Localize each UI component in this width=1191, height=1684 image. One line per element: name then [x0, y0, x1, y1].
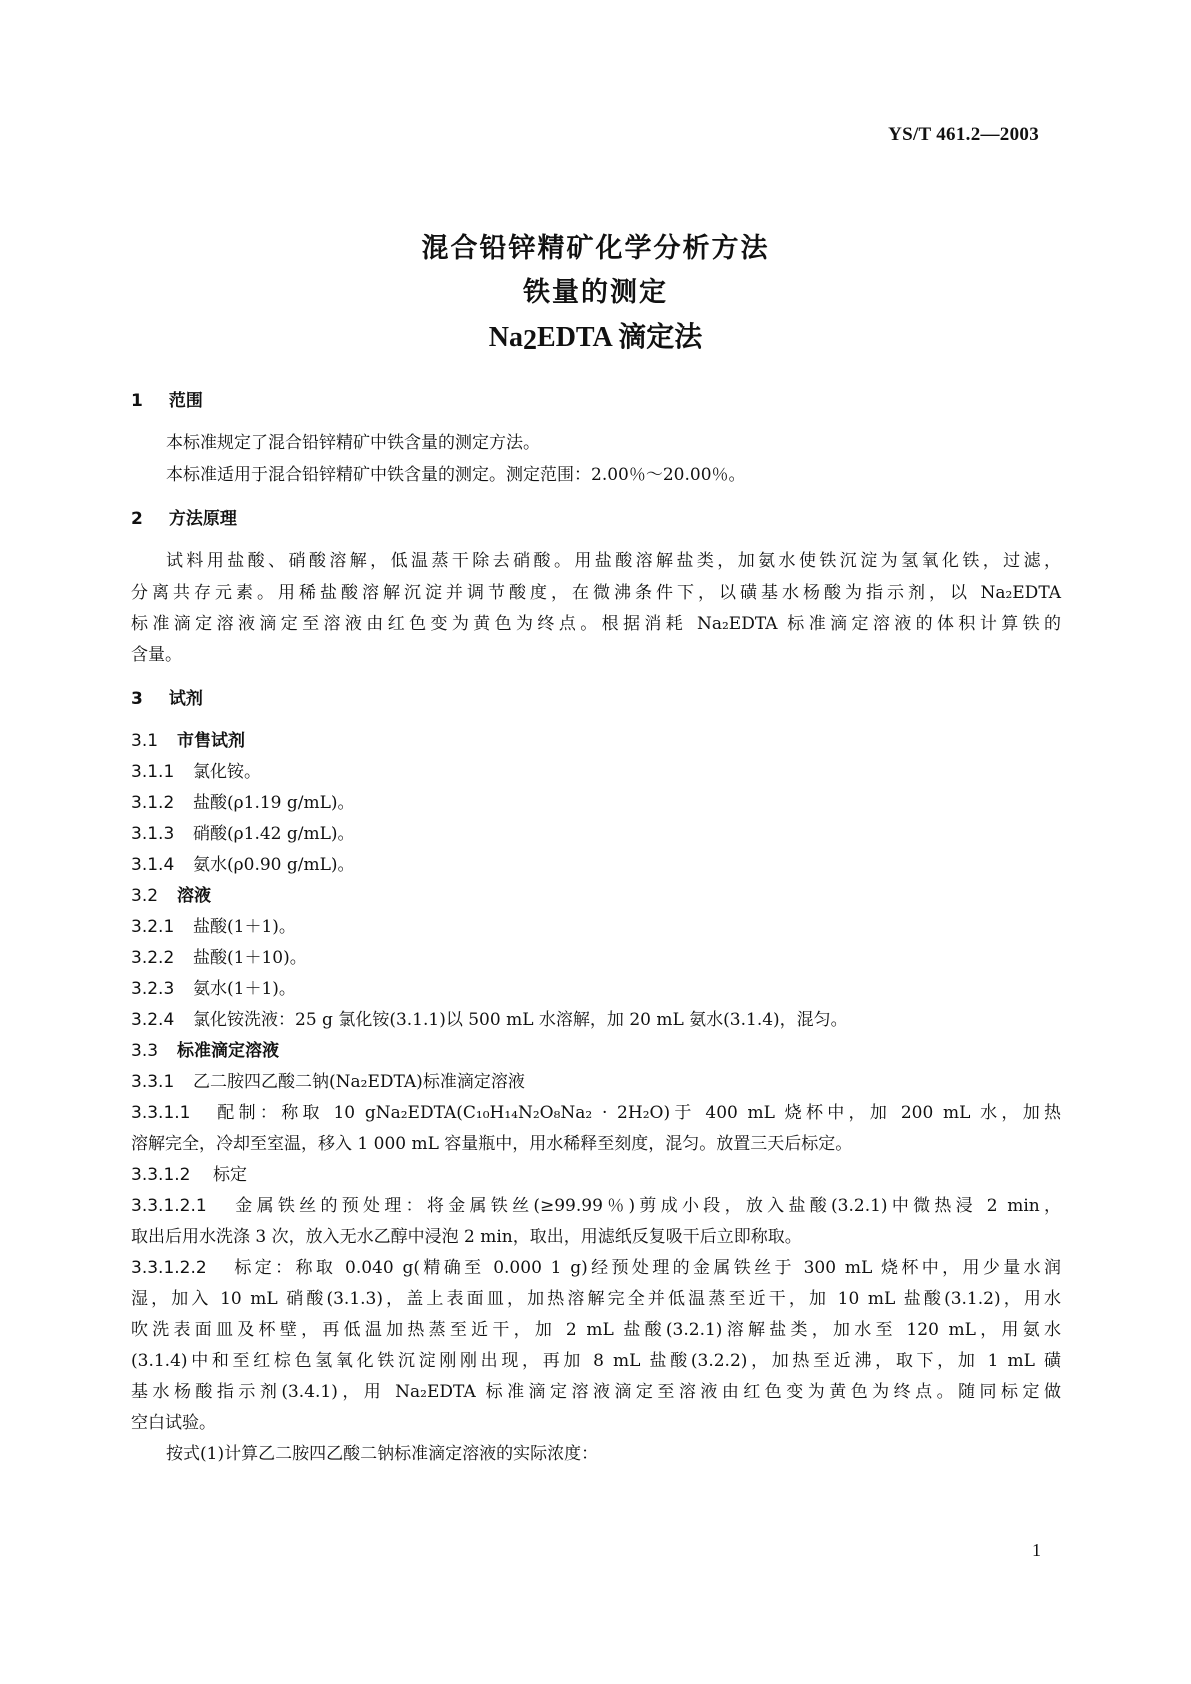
section-number: 1: [131, 391, 143, 411]
list-item: 3.1.3 硝酸(ρ1.42 g/mL)。: [131, 824, 355, 844]
paragraph-line: 3.3.1.2.2 标定：称取 0.040 g(精确至 0.000 1 g)经预处理的金属铁丝于 300 mL 烧杯中，用少量水润: [131, 1258, 1061, 1278]
paragraph-line: 标准滴定溶液滴定至溶液由红色变为黄色为终点。根据消耗 Na₂EDTA 标准滴定溶液的体积计算铁的: [131, 614, 1061, 634]
subsection-3-1: 3.1 市售试剂: [131, 731, 245, 751]
paragraph-line: 吹洗表面皿及杯壁，再低温加热蒸至近干，加 2 mL 盐酸(3.2.1)溶解盐类，加水至 120 mL，用氨水: [131, 1320, 1061, 1340]
list-item: 3.1.4 氨水(ρ0.90 g/mL)。: [131, 855, 355, 875]
section-title: 方法原理: [168, 509, 237, 529]
list-item: 3.2.2 盐酸(1＋10)。: [131, 948, 307, 968]
section-number: 2: [131, 509, 143, 529]
paragraph: 本标准适用于混合铅锌精矿中铁含量的测定。测定范围：2.00％～20.00％。: [166, 465, 746, 485]
list-item: 3.2.1 盐酸(1＋1)。: [131, 917, 296, 937]
paragraph-line: (3.1.4)中和至红棕色氢氧化铁沉淀刚刚出现，再加 8 mL 盐酸(3.2.2)，加热至近沸，取下，加 1 mL 磺: [131, 1351, 1061, 1371]
subsection-3-2: 3.2 溶液: [131, 886, 211, 906]
document-title-line3: [0, 315, 1191, 355]
list-item: 3.1.2 盐酸(ρ1.19 g/mL)。: [131, 793, 355, 813]
section-title: 范围: [168, 391, 203, 411]
section-1-heading: [131, 386, 1061, 411]
paragraph: 本标准规定了混合铅锌精矿中铁含量的测定方法。: [166, 433, 540, 453]
subsection-3-3: 3.3 标准滴定溶液: [131, 1041, 279, 1061]
paragraph-line: 试料用盐酸、硝酸溶解，低温蒸干除去硝酸。用盐酸溶解盐类，加氨水使铁沉淀为氢氧化铁，过滤，: [166, 551, 1061, 571]
title-subscript: 2: [523, 325, 538, 356]
section-2-heading: [131, 504, 1061, 529]
paragraph-line: 取出后用水洗涤 3 次，放入无水乙醇中浸泡 2 min，取出，用滤纸反复吸干后立即称取。: [131, 1227, 802, 1247]
section-title: 试剂: [168, 689, 203, 709]
list-item: 3.2.4 氯化铵洗液：25 g 氯化铵(3.1.1)以 500 mL 水溶解，加 20 mL 氨水(3.1.4)，混匀。: [131, 1010, 848, 1030]
paragraph-line: 3.3.1.1 配制：称取 10 gNa₂EDTA(C₁₀H₁₄N₂O₈Na₂ · 2H₂O)于 400 mL 烧杯中，加 200 mL 水，加热: [131, 1103, 1061, 1123]
list-item: 3.3.1.2 标定: [131, 1165, 247, 1185]
section-number: 3: [131, 689, 143, 709]
paragraph-line: 分离共存元素。用稀盐酸溶解沉淀并调节酸度，在微沸条件下，以磺基水杨酸为指示剂，以 Na₂EDTA: [131, 583, 1061, 603]
paragraph-line: 3.3.1.2.1 金属铁丝的预处理：将金属铁丝(≥99.99％)剪成小段，放入盐酸(3.2.1)中微热浸 2 min，: [131, 1196, 1061, 1216]
list-item: 3.2.3 氨水(1＋1)。: [131, 979, 296, 999]
section-3-heading: [131, 684, 1061, 709]
paragraph-line: 含量。: [131, 645, 182, 665]
paragraph-line: 基水杨酸指示剂(3.4.1)，用 Na₂EDTA 标准滴定溶液滴定至溶液由红色变为黄色为终点。随同标定做: [131, 1382, 1061, 1402]
list-item: 3.1.1 氯化铵。: [131, 762, 261, 782]
paragraph-line: 空白试验。: [131, 1413, 216, 1433]
title-na: Na: [488, 322, 524, 353]
paragraph-line: 湿，加入 10 mL 硝酸(3.1.3)，盖上表面皿，加热溶解完全并低温蒸至近干，加 10 mL 盐酸(3.1.2)，用水: [131, 1289, 1061, 1309]
standard-code: YS/T 461.2—2003: [888, 124, 1039, 145]
document-title-line1: 混合铅锌精矿化学分析方法: [421, 233, 770, 264]
page-number: 1: [1032, 1540, 1041, 1560]
list-item: 3.3.1 乙二胺四乙酸二钠(Na₂EDTA)标准滴定溶液: [131, 1072, 525, 1092]
formula-intro: 按式(1)计算乙二胺四乙酸二钠标准滴定溶液的实际浓度：: [166, 1444, 599, 1464]
document-title-line2: 铁量的测定: [523, 277, 668, 308]
title-rest: EDTA 滴定法: [537, 322, 703, 353]
paragraph-line: 溶解完全，冷却至室温，移入 1 000 mL 容量瓶中，用水稀释至刻度，混匀。放置三天后标定。: [131, 1134, 853, 1154]
